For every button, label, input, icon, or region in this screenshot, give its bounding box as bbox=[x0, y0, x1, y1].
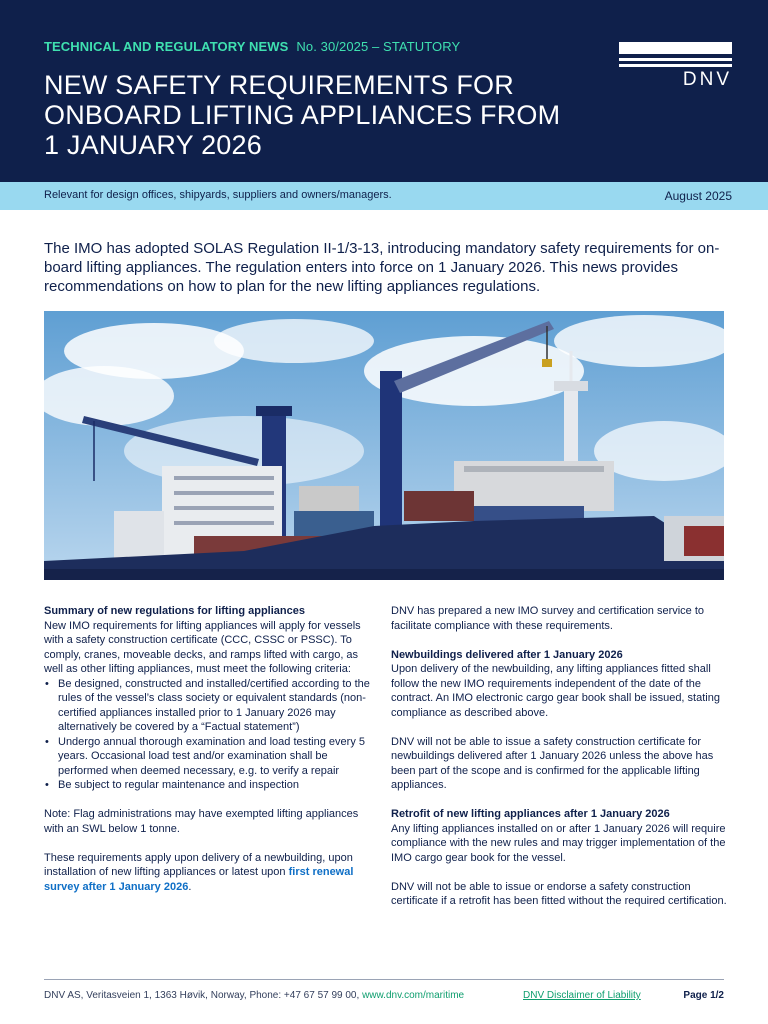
note-paragraph: Note: Flag administrations may have exempted lifting appliances with an SWL below 1 tonne. bbox=[44, 808, 359, 835]
apply-text: These requirements apply upon delivery of a newbuilding, upon installation of new lifting appliances or latest upon bbox=[44, 851, 353, 878]
newbuildings-certificate-paragraph: DNV will not be able to issue a safety construction certificate for newbuildings delivered after 1 January 2026 unless the above has been part of the scope and is confirmed for the applicable lifting appliances. bbox=[391, 735, 714, 791]
publication-date: August 2025 bbox=[664, 189, 732, 203]
left-column bbox=[44, 604, 374, 894]
header-banner bbox=[0, 0, 768, 182]
title-line: NEW SAFETY REQUIREMENTS FOR bbox=[44, 70, 514, 100]
title-line: 1 JANUARY 2026 bbox=[44, 130, 262, 160]
footer-address bbox=[44, 990, 464, 1001]
dnv-logo bbox=[619, 42, 732, 92]
service-paragraph: DNV has prepared a new IMO survey and certification service to facilitate compliance with these requirements. bbox=[391, 605, 705, 632]
summary-heading: Summary of new regulations for lifting appliances bbox=[44, 605, 305, 617]
intro-paragraph: The IMO has adopted SOLAS Regulation II-1/3-13, introducing mandatory safety requirements for on-board lifting appliances. The regulation enters into force on 1 January 2026. This news provides recommendations on how to plan for the new lifting appliances regulations. bbox=[44, 240, 720, 295]
address-text: DNV AS, Veritasveien 1, 1363 Høvik, Norway, Phone: +47 67 57 99 00, bbox=[44, 990, 363, 1001]
retrofit-paragraph: Any lifting appliances installed on or after 1 January 2026 will require compliance with the new rules and may trigger implementation of the IMO cargo gear book for the vessel. bbox=[391, 822, 726, 864]
renewal-survey-link[interactable]: first renewal survey after 1 January 2026 bbox=[44, 866, 354, 893]
page-number: Page 1/2 bbox=[683, 990, 724, 1001]
disclaimer-link[interactable]: DNV Disclaimer of Liability bbox=[523, 990, 641, 1001]
relevance-text: Relevant for design offices, shipyards, suppliers and owners/managers. bbox=[44, 189, 392, 201]
logo-wordmark: DNV bbox=[682, 69, 732, 90]
logo-bar bbox=[619, 42, 732, 54]
summary-paragraph: New IMO requirements for lifting appliances will apply for vessels with a safety construction certificate (CCC, CSSC or PSSC). To comply, cranes, moveable decks, and ramps lifted with cargo, as well as other lifting appliances, must meet the following criteria: bbox=[44, 619, 361, 675]
retrofit-certificate-paragraph: DNV will not be able to issue or endorse a safety construction certificate if a retrofit has been fitted without the required certification. bbox=[391, 880, 727, 907]
logo-bar bbox=[619, 58, 732, 61]
ship-illustration bbox=[44, 311, 724, 580]
newbuildings-heading: Newbuildings delivered after 1 January 2026 bbox=[391, 648, 623, 661]
right-column bbox=[391, 604, 731, 909]
list-item: • Undergo annual thorough examination and load testing every 5 years. Occasional load test and/or examination shall be performed when deemed necessary, e.g. to verify a repair bbox=[44, 735, 374, 779]
relevance-bar bbox=[0, 182, 768, 210]
website-link[interactable]: www.dnv.com/maritime bbox=[362, 990, 465, 1001]
issue-label: No. 30/2025 – STATUTORY bbox=[296, 39, 461, 54]
logo-bar bbox=[619, 64, 732, 67]
newbuildings-paragraph: Upon delivery of the newbuilding, any lifting appliances fitted shall follow the new IMO requirements independent of the date of the contract. An IMO electronic cargo gear book shall be issued, stating compliance as described above. bbox=[391, 663, 720, 719]
footer-divider bbox=[44, 979, 724, 980]
list-item: • Be designed, constructed and installed/certified according to the rules of the vessel’s class society or equivalent standards (non-certified appliances installed prior to 1 January 2026 may alternatively be covered by a “Factual statement”) bbox=[44, 677, 374, 735]
title-line: ONBOARD LIFTING APPLIANCES FROM bbox=[44, 100, 561, 130]
page-title bbox=[44, 70, 624, 160]
list-item: • Be subject to regular maintenance and inspection bbox=[44, 778, 374, 793]
kicker bbox=[44, 39, 460, 54]
retrofit-heading: Retrofit of new lifting appliances after 1 January 2026 bbox=[391, 808, 670, 820]
criteria-list bbox=[44, 677, 374, 793]
cargo-ship-photo bbox=[44, 311, 724, 580]
series-label: TECHNICAL AND REGULATORY NEWS bbox=[44, 39, 289, 54]
apply-end: . bbox=[188, 880, 192, 893]
apply-paragraph bbox=[44, 851, 374, 895]
